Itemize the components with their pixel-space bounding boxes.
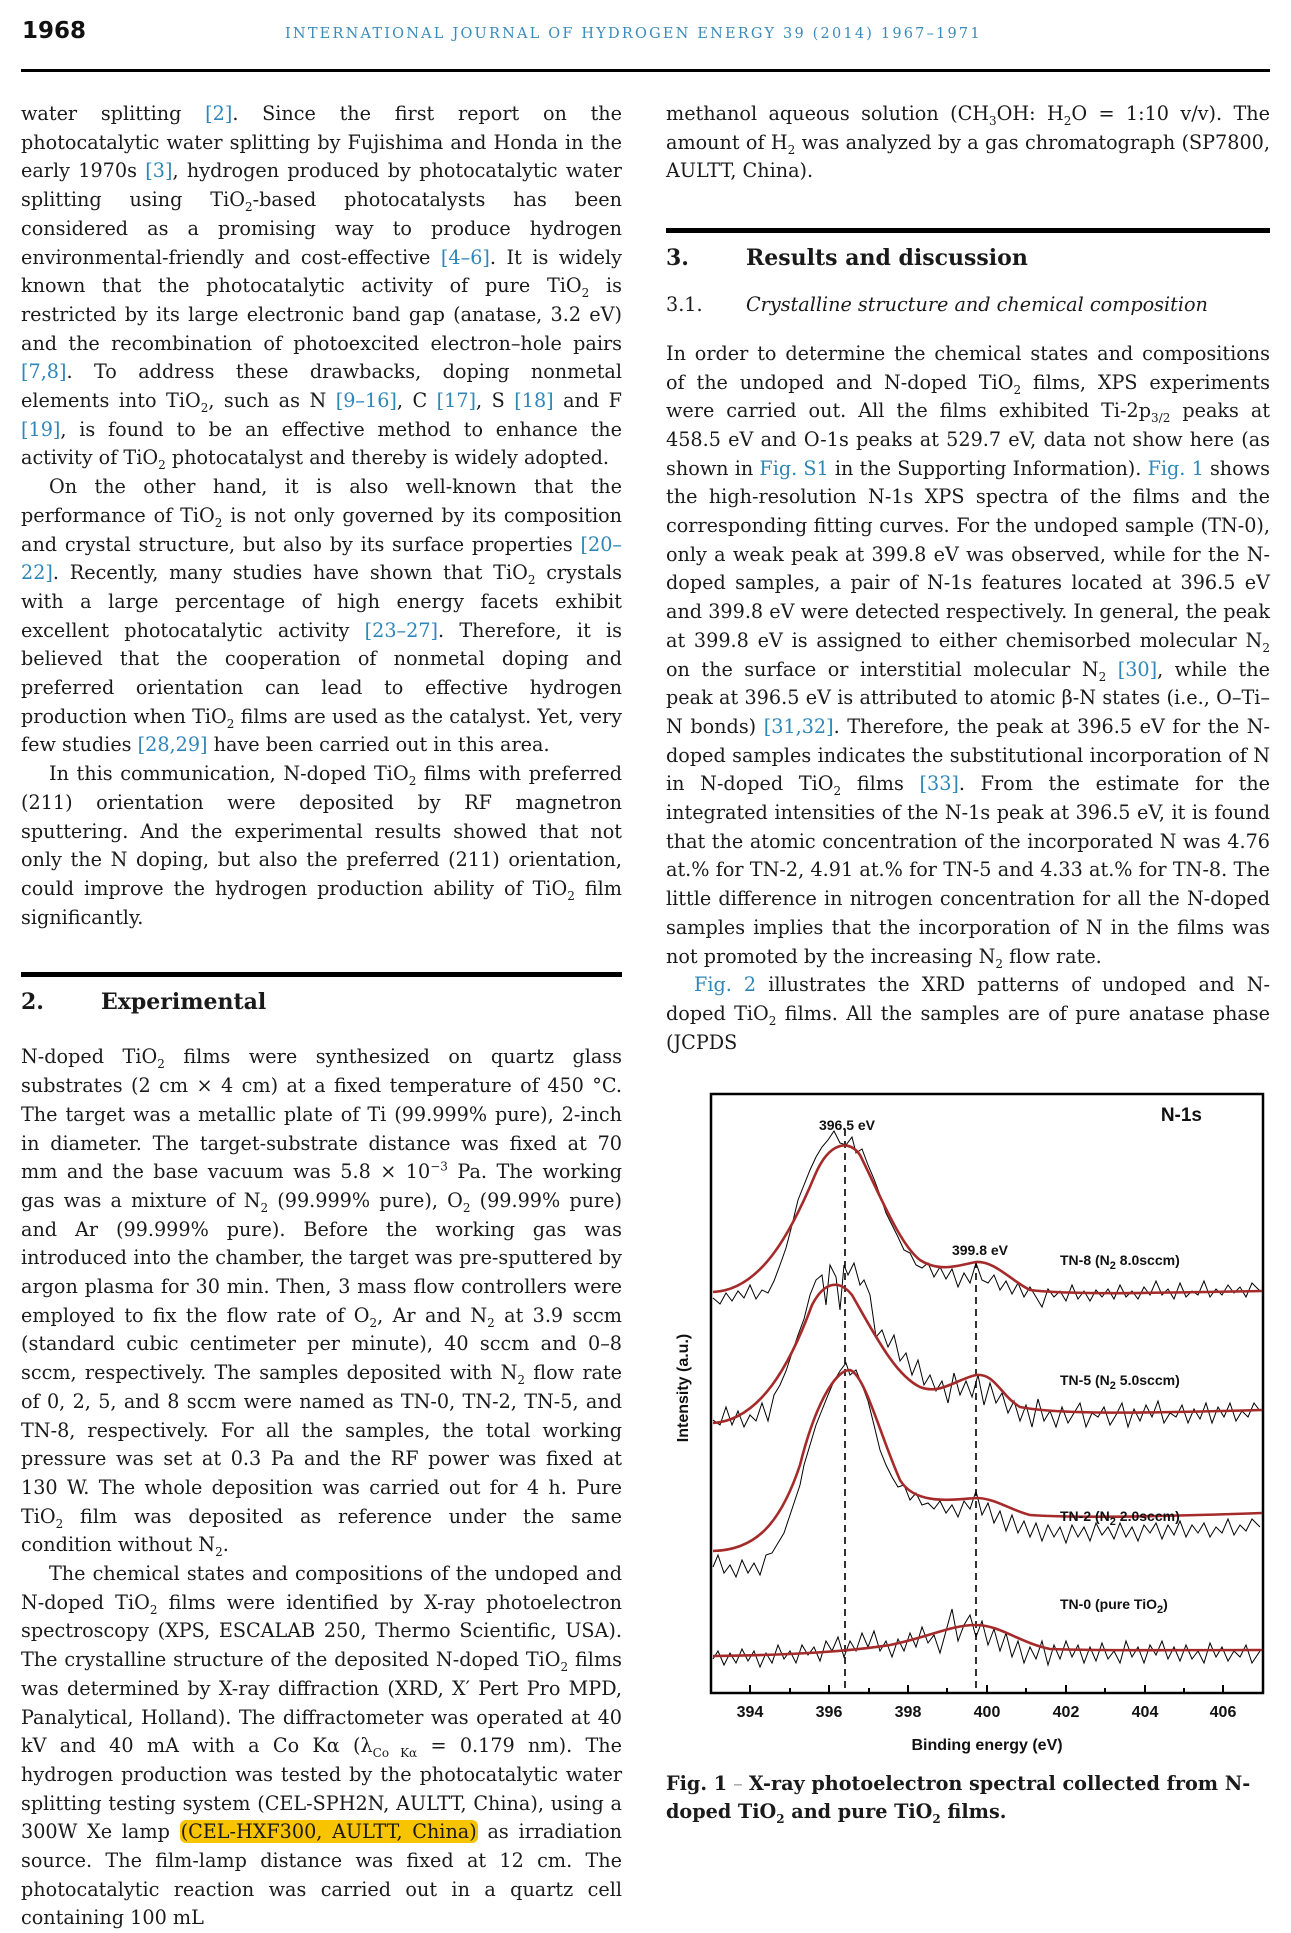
chart-title: N-1s: [1160, 1105, 1202, 1126]
page-number: 1968: [22, 18, 87, 44]
annotation-396-5: 396.5 eV: [818, 1117, 876, 1133]
header-rule: [21, 69, 1270, 72]
results-paragraph-2: Fig. 2 illustrates the XRD patterns of undoped and N-doped TiO$_2$ films. All the samples are of pure anatase phase (JCPDS: [666, 973, 1271, 1054]
citation-link[interactable]: [9–16]: [335, 389, 397, 413]
y-axis-label: Intensity (a.u.): [675, 1333, 692, 1443]
results-paragraph-1: In order to determine the chemical states and compositions of the undoped and N-doped TiO$_2$ films, XPS experiments were carried out. All the films exhibited $Ti-2p_{3/2}$ peaks at 458.5 eV and O-1s peaks at 529.7 eV, data not show here (as shown in Fig. S1 in the Supporting Information). Fig. 1 shows the high-resolution N-1s XPS spectra of the films and the corresponding fitting curves. For the undoped sample (TN-0), only a weak peak at 399.8 eV was observed, while for the N-doped samples, a pair of N-1s features located at 396.5 eV and 399.8 eV were detected respectively. In general, the peak at 399.8 eV is assigned to either chemisorbed molecular $N_2$ on the surface or interstitial molecular $N_2$ [30], while the peak at 396.5 eV is attributed to atomic β-N states (i.e., O–Ti–N bonds) [31,32]. Therefore, the peak at 396.5 eV for the N-doped samples indicates the substitutional incorporation of N in N-doped TiO$_2$ films [33]. From the estimate for the integrated intensities of the N-1s peak at 396.5 eV, it is found that the atomic concentration of the incorporated N was 4.76 at.% for TN-2, 4.91 at.% for TN-5 and 4.33 at.% for TN-8. The little difference in nitrogen concentration for all the N-doped samples implies that the incorporation of N in the films was not promoted by the increasing $N_2$ flow rate.: [666, 341, 1271, 971]
figure-1-caption: Fig. 1 – X-ray photoelectron spectral collected from N-doped TiO$_2$ and pure TiO$_2$ films.: [666, 1772, 1251, 1826]
section-heading-experimental: 2. Experimental: [21, 989, 267, 1016]
citation-link[interactable]: [7,8]: [21, 360, 67, 384]
citation-link[interactable]: [20–22]: [21, 532, 622, 585]
svg-text:TN-2 (N2 2.0sccm): TN-2 ($N_2$ 2.0sccm): [1060, 1508, 1180, 1528]
svg-text:400: 400: [973, 1704, 1001, 1721]
series-tn-8: [713, 1131, 1262, 1307]
svg-text:TN-8 (N2 8.0sccm): TN-8 ($N_2$ 8.0sccm): [1060, 1252, 1180, 1272]
citation-link[interactable]: [31,32]: [763, 714, 834, 738]
intro-paragraph-2: On the other hand, it is also well-known that the performance of TiO$_2$ is not only governed by its composition and crystal structure, but also by its surface properties [20–22]. Recently, many studies have shown that TiO$_2$ crystals with a large percentage of high energy facets exhibit excellent photocatalytic activity [23–27]. Therefore, it is believed that the cooperation of nonmetal doping and preferred orientation can lead to effective hydrogen production when TiO$_2$ films are used as the catalyst. Yet, very few studies [28,29] have been carried out in this area.: [21, 475, 622, 757]
figure-link[interactable]: Fig. 1: [1147, 456, 1204, 480]
experimental-paragraph-2: The chemical states and compositions of the undoped and N-doped TiO$_2$ films were identified by X-ray photoelectron spectroscopy (XPS, ESCALAB 250, Thermo Scientific, USA). The crystalline structure of the deposited N-doped TiO$_2$ films was determined by X-ray diffraction (XRD, X′ Pert Pro MPD, Panalytical, Holland). The diffractometer was operated at 40 kV and 40 mA with a Co Kα ($\lambda_{Co K\alpha} = 0.179$ nm). The hydrogen production was tested by the photocatalytic water splitting testing system (CEL-SPH2N, AULTT, China), using a 300W Xe lamp (CEL-HXF300, AULTT, China) as irradiation source. The film-lamp distance was fixed at 12 cm. The photocatalytic reaction was carried out in a quartz cell containing 100 mL: [21, 1562, 623, 1930]
citation-link[interactable]: [30]: [1117, 657, 1158, 681]
annotation-399-8: 399.8 eV: [951, 1242, 1009, 1258]
citation-link[interactable]: [4–6]: [440, 245, 490, 269]
section-rule: [21, 972, 622, 977]
svg-text:396: 396: [815, 1704, 843, 1721]
citation-link[interactable]: [18]: [514, 389, 554, 413]
experimental-paragraph-1: N-doped TiO$_2$ films were synthesized on quartz glass substrates (2 cm × 4 cm) at a fixed temperature of 450 °C. The target was a metallic plate of Ti (99.999% pure), 2-inch in diameter. The target-substrate distance was fixed at 70 mm and the base vacuum was $5.8 \times 10^{-3}$ Pa. The working gas was a mixture of $N_2$ (99.999% pure), $O_2$ (99.99% pure) and Ar (99.999% pure). Before the working gas was introduced into the chamber, the target was pre-sputtered by argon plasma for 30 min. Then, 3 mass flow controllers were employed to fix the flow rate of $O_2$, Ar and $N_2$ at 3.9 sccm (standard cubic centimeter per minute), 40 sccm and 0–8 sccm, respectively. The samples deposited with $N_2$ flow rate of 0, 2, 5, and 8 sccm were named as TN-0, TN-2, TN-5, and TN-8, respectively. For all the samples, the total working pressure was set at 0.3 Pa and the RF power was fixed at 130 W. The whole deposition was carried out for 4 h. Pure TiO$_2$ film was deposited as reference under the same condition without $N_2$.: [21, 1045, 623, 1560]
svg-text:402: 402: [1052, 1704, 1080, 1721]
figure-1-xps-chart: [650, 1085, 1291, 1754]
svg-text:394: 394: [736, 1704, 764, 1721]
figure-link[interactable]: Fig. S1: [759, 456, 829, 480]
svg-text:TN-5 (N2 5.0sccm): TN-5 ($N_2$ 5.0sccm): [1060, 1372, 1180, 1392]
citation-link[interactable]: [33]: [919, 772, 959, 796]
citation-link[interactable]: [19]: [21, 417, 61, 441]
running-head: INTERNATIONAL JOURNAL OF HYDROGEN ENERGY 39 (2014) 1967–1971: [285, 26, 982, 42]
section-heading-results: 3. Results and discussion: [666, 245, 1028, 272]
citation-link[interactable]: [23–27]: [364, 618, 439, 642]
x-axis-tick-labels: [737, 1704, 1237, 1721]
left-column: [21, 100, 622, 1933]
series-tn-2: [713, 1363, 1262, 1577]
citation-link[interactable]: [2]: [205, 102, 233, 125]
svg-text:404: 404: [1131, 1704, 1159, 1721]
svg-text:398: 398: [894, 1704, 922, 1721]
series-labels: [1060, 1252, 1180, 1616]
subsection-heading: 3.1. Crystalline structure and chemical composition: [666, 293, 1208, 317]
intro-paragraph-1: water splitting [2]. Since the first report on the photocatalytic water splitting by Fujishima and Honda in the early 1970s [3], hydrogen produced by photocatalytic water splitting using TiO$_2$-based photocatalysts has been considered as a promising way to produce hydrogen environmental-friendly and cost-effective [4–6]. It is widely known that the photocatalytic activity of pure TiO$_2$ is restricted by its large electronic band gap (anatase, 3.2 eV) and the recombination of photoexcited electron–hole pairs [7,8]. To address these drawbacks, doping nonmetal elements into TiO$_2$, such as N [9–16], C [17], S [18] and F [19], is found to be an effective method to enhance the activity of TiO$_2$ photocatalyst and thereby is widely adopted.: [21, 102, 622, 473]
intro-paragraph-3: In this communication, N-doped TiO$_2$ films with preferred (211) orientation were deposited by RF magnetron sputtering. And the experimental results showed that not only the N doping, but also the preferred (211) orientation, could improve the hydrogen production ability of TiO$_2$ film significantly.: [21, 762, 622, 929]
figure-link[interactable]: Fig. 2: [694, 973, 757, 997]
right-column: [666, 100, 1270, 1057]
citation-link[interactable]: [17]: [436, 389, 477, 413]
citation-link[interactable]: [28,29]: [137, 733, 208, 757]
svg-text:406: 406: [1209, 1704, 1237, 1721]
section-rule: [666, 228, 1270, 233]
series-tn-5: [713, 1263, 1262, 1427]
highlighted-text[interactable]: (CEL-HXF300, AULTT, China): [180, 1820, 477, 1844]
svg-text:TN-0 (pure TiO2): TN-0 (pure TiO$_2$): [1060, 1596, 1168, 1616]
continuation-paragraph: methanol aqueous solution ($CH_3OH$: $H_2O$ = 1:10 v/v). The amount of $H_2$ was analyzed by a gas chromatograph (SP7800, AULTT, China).: [666, 102, 1270, 183]
x-axis-label: Binding energy (eV): [911, 1737, 1063, 1754]
citation-link[interactable]: [3]: [145, 159, 173, 183]
series-tn-0: [713, 1609, 1262, 1667]
